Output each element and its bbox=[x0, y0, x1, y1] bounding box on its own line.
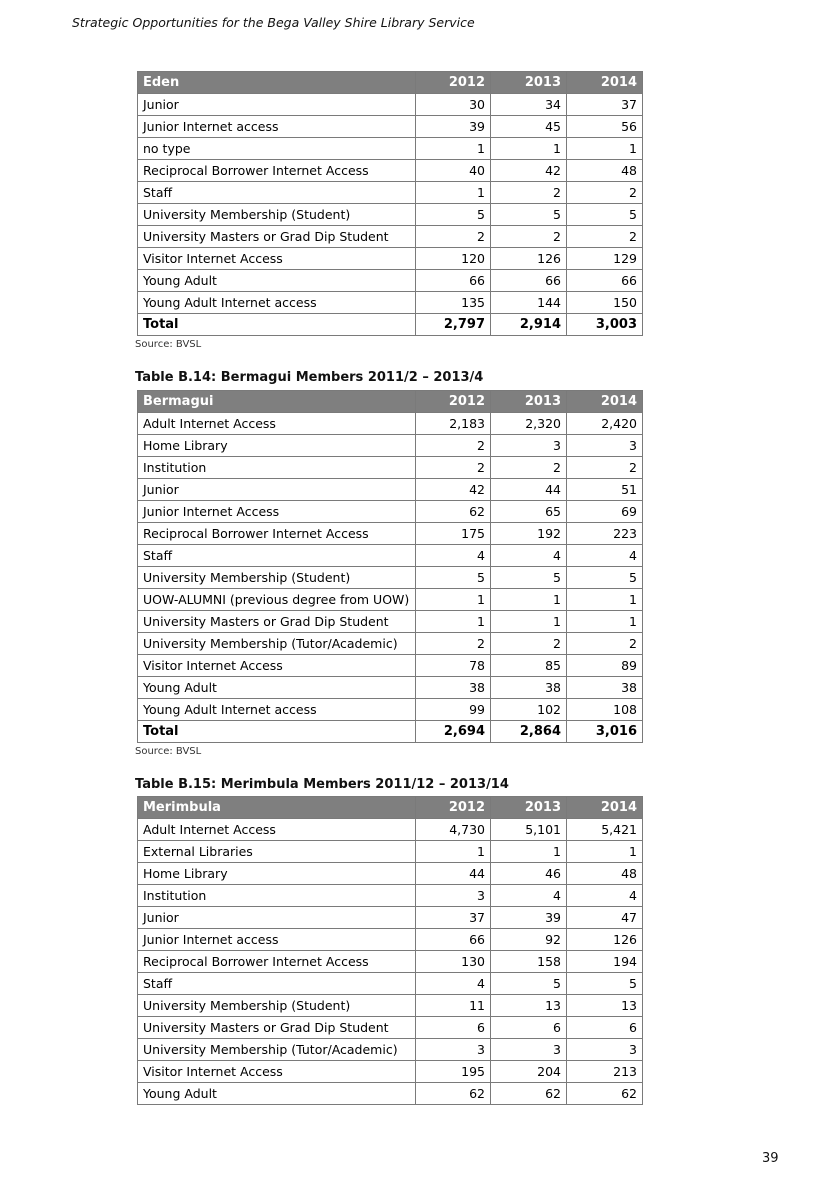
member-count-cell: 3 bbox=[491, 1039, 567, 1061]
member-count-cell: 2,183 bbox=[416, 413, 491, 435]
member-count-cell: 1 bbox=[567, 841, 643, 863]
member-count-cell: 194 bbox=[567, 951, 643, 973]
member-count-cell: 5 bbox=[567, 567, 643, 589]
member-count-cell: 62 bbox=[491, 1083, 567, 1105]
column-header-branch: Eden bbox=[138, 72, 416, 94]
total-label-cell: Total bbox=[138, 721, 416, 743]
member-count-cell: 1 bbox=[416, 138, 491, 160]
member-count-cell: 2 bbox=[491, 182, 567, 204]
member-type-cell: Young Adult Internet access bbox=[138, 292, 416, 314]
member-count-cell: 45 bbox=[491, 116, 567, 138]
table-row bbox=[138, 1039, 643, 1061]
total-value-cell: 2,797 bbox=[416, 314, 491, 336]
member-count-cell: 34 bbox=[491, 94, 567, 116]
member-type-cell: UOW-ALUMNI (previous degree from UOW) bbox=[138, 589, 416, 611]
merimbula-members-table bbox=[137, 796, 643, 1105]
column-header-year: 2013 bbox=[491, 797, 567, 819]
member-count-cell: 46 bbox=[491, 863, 567, 885]
member-type-cell: Young Adult bbox=[138, 677, 416, 699]
member-count-cell: 38 bbox=[567, 677, 643, 699]
member-count-cell: 4 bbox=[416, 545, 491, 567]
member-count-cell: 135 bbox=[416, 292, 491, 314]
table-header-row bbox=[138, 797, 643, 819]
member-count-cell: 102 bbox=[491, 699, 567, 721]
member-type-cell: University Membership (Student) bbox=[138, 567, 416, 589]
column-header-year: 2014 bbox=[567, 391, 643, 413]
member-count-cell: 204 bbox=[491, 1061, 567, 1083]
eden-table-source: Source: BVSL bbox=[135, 339, 202, 350]
member-count-cell: 4 bbox=[491, 545, 567, 567]
column-header-year: 2014 bbox=[567, 797, 643, 819]
member-type-cell: Staff bbox=[138, 545, 416, 567]
member-count-cell: 89 bbox=[567, 655, 643, 677]
table-row bbox=[138, 182, 643, 204]
table-row bbox=[138, 633, 643, 655]
member-type-cell: Reciprocal Borrower Internet Access bbox=[138, 160, 416, 182]
member-count-cell: 39 bbox=[491, 907, 567, 929]
document-header: Strategic Opportunities for the Bega Valley Shire Library Service bbox=[72, 15, 475, 30]
member-type-cell: Reciprocal Borrower Internet Access bbox=[138, 951, 416, 973]
member-count-cell: 38 bbox=[491, 677, 567, 699]
member-type-cell: University Masters or Grad Dip Student bbox=[138, 1017, 416, 1039]
member-count-cell: 2 bbox=[491, 226, 567, 248]
column-header-year: 2014 bbox=[567, 72, 643, 94]
member-count-cell: 3 bbox=[567, 435, 643, 457]
member-count-cell: 120 bbox=[416, 248, 491, 270]
member-type-cell: Junior Internet access bbox=[138, 116, 416, 138]
table-row bbox=[138, 138, 643, 160]
member-count-cell: 5 bbox=[416, 567, 491, 589]
column-header-year: 2012 bbox=[416, 391, 491, 413]
member-type-cell: University Masters or Grad Dip Student bbox=[138, 226, 416, 248]
member-count-cell: 3 bbox=[491, 435, 567, 457]
member-count-cell: 44 bbox=[416, 863, 491, 885]
member-count-cell: 4 bbox=[567, 545, 643, 567]
member-count-cell: 13 bbox=[491, 995, 567, 1017]
table-row bbox=[138, 863, 643, 885]
table-row bbox=[138, 973, 643, 995]
member-type-cell: External Libraries bbox=[138, 841, 416, 863]
table-row bbox=[138, 995, 643, 1017]
member-count-cell: 2 bbox=[416, 226, 491, 248]
table-row bbox=[138, 545, 643, 567]
table-header-row bbox=[138, 72, 643, 94]
member-count-cell: 3 bbox=[416, 1039, 491, 1061]
member-count-cell: 5 bbox=[416, 204, 491, 226]
member-type-cell: Junior Internet access bbox=[138, 929, 416, 951]
member-type-cell: Young Adult bbox=[138, 1083, 416, 1105]
member-type-cell: Visitor Internet Access bbox=[138, 655, 416, 677]
member-count-cell: 5,101 bbox=[491, 819, 567, 841]
member-count-cell: 47 bbox=[567, 907, 643, 929]
member-type-cell: University Membership (Student) bbox=[138, 995, 416, 1017]
member-count-cell: 51 bbox=[567, 479, 643, 501]
column-header-branch: Bermagui bbox=[138, 391, 416, 413]
member-count-cell: 108 bbox=[567, 699, 643, 721]
column-header-year: 2012 bbox=[416, 72, 491, 94]
table-row bbox=[138, 523, 643, 545]
member-type-cell: University Masters or Grad Dip Student bbox=[138, 611, 416, 633]
member-count-cell: 92 bbox=[491, 929, 567, 951]
column-header-year: 2012 bbox=[416, 797, 491, 819]
table-row bbox=[138, 248, 643, 270]
table-row bbox=[138, 501, 643, 523]
table-row bbox=[138, 677, 643, 699]
member-count-cell: 2 bbox=[416, 633, 491, 655]
member-count-cell: 2,420 bbox=[567, 413, 643, 435]
member-count-cell: 158 bbox=[491, 951, 567, 973]
member-count-cell: 1 bbox=[567, 611, 643, 633]
member-count-cell: 56 bbox=[567, 116, 643, 138]
member-type-cell: Visitor Internet Access bbox=[138, 1061, 416, 1083]
member-count-cell: 48 bbox=[567, 160, 643, 182]
member-count-cell: 1 bbox=[416, 841, 491, 863]
member-count-cell: 129 bbox=[567, 248, 643, 270]
member-count-cell: 175 bbox=[416, 523, 491, 545]
member-count-cell: 150 bbox=[567, 292, 643, 314]
member-type-cell: University Membership (Tutor/Academic) bbox=[138, 633, 416, 655]
member-count-cell: 2 bbox=[416, 435, 491, 457]
member-count-cell: 66 bbox=[416, 929, 491, 951]
column-header-year: 2013 bbox=[491, 391, 567, 413]
member-type-cell: Young Adult Internet access bbox=[138, 699, 416, 721]
table-row bbox=[138, 951, 643, 973]
table-row bbox=[138, 457, 643, 479]
member-count-cell: 38 bbox=[416, 677, 491, 699]
bermagui-members-table bbox=[137, 390, 643, 743]
member-count-cell: 39 bbox=[416, 116, 491, 138]
member-type-cell: Home Library bbox=[138, 863, 416, 885]
table-row bbox=[138, 907, 643, 929]
member-count-cell: 3 bbox=[416, 885, 491, 907]
member-count-cell: 30 bbox=[416, 94, 491, 116]
member-count-cell: 4 bbox=[567, 885, 643, 907]
member-count-cell: 69 bbox=[567, 501, 643, 523]
member-count-cell: 78 bbox=[416, 655, 491, 677]
member-type-cell: Adult Internet Access bbox=[138, 413, 416, 435]
table-row bbox=[138, 589, 643, 611]
member-count-cell: 37 bbox=[416, 907, 491, 929]
table-row bbox=[138, 841, 643, 863]
member-count-cell: 42 bbox=[416, 479, 491, 501]
table-total-row bbox=[138, 721, 643, 743]
member-type-cell: Junior bbox=[138, 479, 416, 501]
member-count-cell: 5 bbox=[567, 204, 643, 226]
member-count-cell: 2 bbox=[491, 457, 567, 479]
member-count-cell: 1 bbox=[416, 589, 491, 611]
table-total-row bbox=[138, 314, 643, 336]
member-type-cell: Junior bbox=[138, 94, 416, 116]
member-count-cell: 1 bbox=[491, 589, 567, 611]
member-count-cell: 1 bbox=[491, 138, 567, 160]
member-count-cell: 1 bbox=[491, 841, 567, 863]
member-count-cell: 2 bbox=[416, 457, 491, 479]
merimbula-table-caption: Table B.15: Merimbula Members 2011/12 – 2013/14 bbox=[135, 777, 509, 792]
member-type-cell: no type bbox=[138, 138, 416, 160]
member-count-cell: 213 bbox=[567, 1061, 643, 1083]
column-header-branch: Merimbula bbox=[138, 797, 416, 819]
member-count-cell: 62 bbox=[416, 501, 491, 523]
member-count-cell: 2 bbox=[491, 633, 567, 655]
member-type-cell: Junior Internet Access bbox=[138, 501, 416, 523]
member-count-cell: 6 bbox=[567, 1017, 643, 1039]
member-count-cell: 44 bbox=[491, 479, 567, 501]
member-count-cell: 65 bbox=[491, 501, 567, 523]
table-row bbox=[138, 160, 643, 182]
member-count-cell: 1 bbox=[491, 611, 567, 633]
member-type-cell: Institution bbox=[138, 885, 416, 907]
member-count-cell: 130 bbox=[416, 951, 491, 973]
member-count-cell: 66 bbox=[491, 270, 567, 292]
total-value-cell: 3,016 bbox=[567, 721, 643, 743]
member-count-cell: 40 bbox=[416, 160, 491, 182]
member-type-cell: Staff bbox=[138, 973, 416, 995]
member-count-cell: 85 bbox=[491, 655, 567, 677]
member-count-cell: 4 bbox=[416, 973, 491, 995]
member-count-cell: 1 bbox=[567, 589, 643, 611]
member-count-cell: 2,320 bbox=[491, 413, 567, 435]
member-count-cell: 66 bbox=[416, 270, 491, 292]
member-type-cell: Reciprocal Borrower Internet Access bbox=[138, 523, 416, 545]
table-row bbox=[138, 885, 643, 907]
member-count-cell: 223 bbox=[567, 523, 643, 545]
member-count-cell: 62 bbox=[416, 1083, 491, 1105]
page-number: 39 bbox=[762, 1151, 779, 1166]
total-value-cell: 3,003 bbox=[567, 314, 643, 336]
member-count-cell: 144 bbox=[491, 292, 567, 314]
table-row bbox=[138, 94, 643, 116]
member-count-cell: 3 bbox=[567, 1039, 643, 1061]
member-type-cell: University Membership (Tutor/Academic) bbox=[138, 1039, 416, 1061]
table-header-row bbox=[138, 391, 643, 413]
table-row bbox=[138, 819, 643, 841]
table-row bbox=[138, 929, 643, 951]
table-row bbox=[138, 116, 643, 138]
column-header-year: 2013 bbox=[491, 72, 567, 94]
bermagui-table-caption: Table B.14: Bermagui Members 2011/2 – 2013/4 bbox=[135, 370, 484, 385]
member-count-cell: 1 bbox=[416, 182, 491, 204]
table-row bbox=[138, 270, 643, 292]
member-count-cell: 192 bbox=[491, 523, 567, 545]
member-count-cell: 48 bbox=[567, 863, 643, 885]
table-row bbox=[138, 1061, 643, 1083]
member-count-cell: 62 bbox=[567, 1083, 643, 1105]
member-count-cell: 5 bbox=[491, 567, 567, 589]
member-count-cell: 2 bbox=[567, 633, 643, 655]
eden-members-table bbox=[137, 71, 643, 336]
member-count-cell: 2 bbox=[567, 457, 643, 479]
table-row bbox=[138, 292, 643, 314]
member-count-cell: 99 bbox=[416, 699, 491, 721]
member-type-cell: Staff bbox=[138, 182, 416, 204]
bermagui-table-source: Source: BVSL bbox=[135, 746, 202, 757]
member-count-cell: 2 bbox=[567, 226, 643, 248]
member-type-cell: Institution bbox=[138, 457, 416, 479]
member-count-cell: 6 bbox=[416, 1017, 491, 1039]
table-row bbox=[138, 479, 643, 501]
table-row bbox=[138, 204, 643, 226]
member-count-cell: 126 bbox=[567, 929, 643, 951]
member-count-cell: 2 bbox=[567, 182, 643, 204]
member-type-cell: Visitor Internet Access bbox=[138, 248, 416, 270]
table-row bbox=[138, 699, 643, 721]
member-count-cell: 195 bbox=[416, 1061, 491, 1083]
member-count-cell: 5,421 bbox=[567, 819, 643, 841]
member-count-cell: 1 bbox=[567, 138, 643, 160]
member-type-cell: Home Library bbox=[138, 435, 416, 457]
member-count-cell: 37 bbox=[567, 94, 643, 116]
member-type-cell: University Membership (Student) bbox=[138, 204, 416, 226]
total-value-cell: 2,694 bbox=[416, 721, 491, 743]
table-row bbox=[138, 413, 643, 435]
total-value-cell: 2,864 bbox=[491, 721, 567, 743]
member-type-cell: Adult Internet Access bbox=[138, 819, 416, 841]
table-row bbox=[138, 226, 643, 248]
member-type-cell: Young Adult bbox=[138, 270, 416, 292]
member-count-cell: 4 bbox=[491, 885, 567, 907]
table-row bbox=[138, 1017, 643, 1039]
total-value-cell: 2,914 bbox=[491, 314, 567, 336]
member-count-cell: 5 bbox=[491, 204, 567, 226]
table-row bbox=[138, 435, 643, 457]
table-row bbox=[138, 567, 643, 589]
member-count-cell: 42 bbox=[491, 160, 567, 182]
table-row bbox=[138, 1083, 643, 1105]
member-count-cell: 126 bbox=[491, 248, 567, 270]
member-count-cell: 1 bbox=[416, 611, 491, 633]
member-count-cell: 4,730 bbox=[416, 819, 491, 841]
member-type-cell: Junior bbox=[138, 907, 416, 929]
member-count-cell: 66 bbox=[567, 270, 643, 292]
member-count-cell: 5 bbox=[567, 973, 643, 995]
table-row bbox=[138, 655, 643, 677]
table-row bbox=[138, 611, 643, 633]
member-count-cell: 5 bbox=[491, 973, 567, 995]
member-count-cell: 6 bbox=[491, 1017, 567, 1039]
member-count-cell: 13 bbox=[567, 995, 643, 1017]
member-count-cell: 11 bbox=[416, 995, 491, 1017]
total-label-cell: Total bbox=[138, 314, 416, 336]
